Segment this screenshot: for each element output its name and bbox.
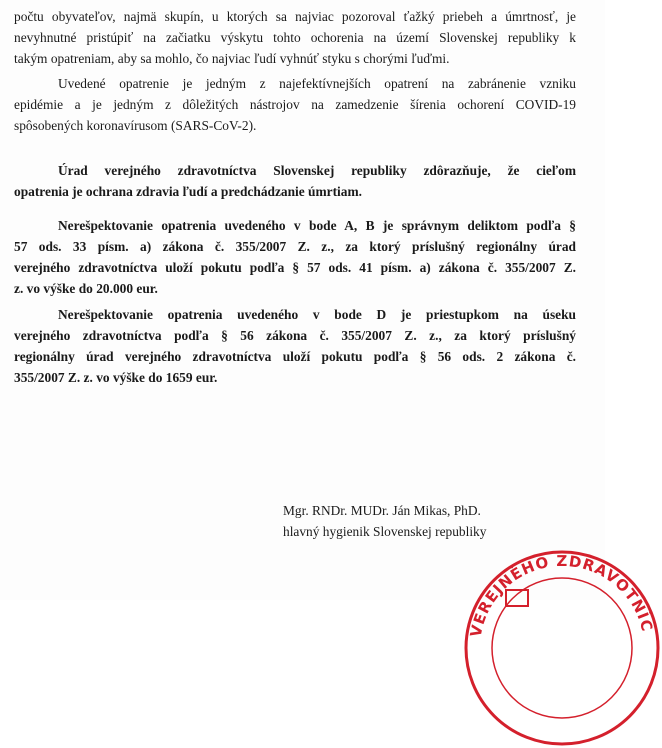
text-line: nevyhnutné pristúpiť na začiatku výskytu tohto ochorenia na území Slovenskej republiky k bbox=[14, 30, 576, 45]
paragraph-measure-effectiveness bbox=[14, 73, 576, 136]
paragraph-office-emphasis bbox=[14, 160, 576, 202]
text-line: 57 ods. 33 písm. a) zákona č. 355/2007 Z. z., za ktorý príslušný regionálny úrad bbox=[14, 239, 576, 254]
text-line: regionálny úrad verejného zdravotníctva uloží pokutu podľa § 56 ods. 2 zákona č. bbox=[14, 349, 576, 364]
text-line: z. vo výške do 20.000 eur. bbox=[14, 281, 158, 296]
text-line: Nerešpektovanie opatrenia uvedeného v bode D je priestupkom na úseku bbox=[58, 307, 576, 322]
text-line: verejného zdravotníctva podľa § 56 zákona č. 355/2007 Z. z., za ktorý príslušný bbox=[14, 328, 576, 343]
paragraph-population-groups bbox=[14, 6, 576, 69]
text-line: opatrenia je ochrana zdravia ľudí a predchádzanie úmrtiam. bbox=[14, 184, 362, 199]
text-line: počtu obyvateľov, najmä skupín, u ktorých sa najviac pozoroval ťažký priebeh a úmrtnosť, je bbox=[14, 9, 576, 24]
signature-block bbox=[283, 500, 486, 542]
text-line: Uvedené opatrenie je jedným z najefektívnejších opatrení na zabránenie vzniku bbox=[58, 76, 576, 91]
signatory-title: hlavný hygienik Slovenskej republiky bbox=[283, 524, 487, 539]
text-line: takým opatreniam, aby sa mohlo, čo najviac ľudí vyhnúť styku s chorými ľuďmi. bbox=[14, 51, 450, 66]
text-line: 355/2007 Z. z. vo výške do 1659 eur. bbox=[14, 370, 218, 385]
text-line: Úrad verejného zdravotníctva Slovenskej republiky zdôrazňuje, že cieľom bbox=[58, 163, 576, 178]
stamp-text: VEREJNÉHO ZDRAVOTNÍC bbox=[466, 551, 657, 639]
text-line: verejného zdravotníctva uloží pokutu podľa § 57 ods. 41 písm. a) zákona č. 355/2007 Z. bbox=[14, 260, 576, 275]
text-line: Nerešpektovanie opatrenia uvedeného v bode A, B je správnym deliktom podľa § bbox=[58, 218, 576, 233]
paragraph-misdemeanour bbox=[14, 304, 576, 388]
text-line: epidémie a je jedným z dôležitých nástrojov na zamedzenie šírenia ochorení COVID-19 bbox=[14, 97, 576, 112]
paragraph-administrative-offence bbox=[14, 215, 576, 299]
signatory-name: Mgr. RNDr. MUDr. Ján Mikas, PhD. bbox=[283, 503, 481, 518]
text-line: spôsobených koronavírusom (SARS-CoV-2). bbox=[14, 118, 257, 133]
official-stamp bbox=[462, 548, 662, 748]
